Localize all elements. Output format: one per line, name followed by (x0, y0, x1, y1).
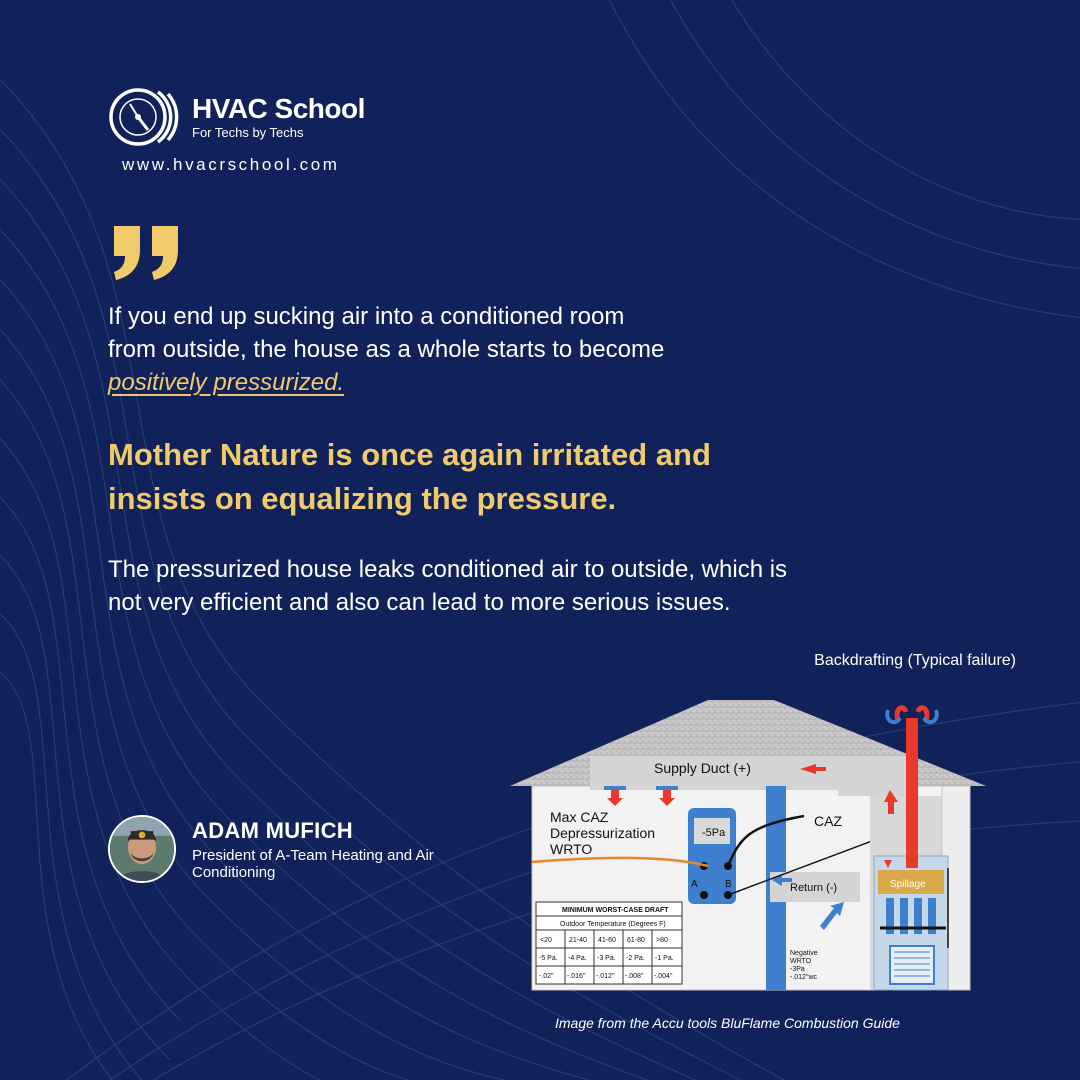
table-cell: -.012" (596, 973, 615, 980)
author-name: ADAM MUFICH (192, 818, 353, 843)
table-cell: -4 Pa. (568, 955, 587, 962)
quote-mark-icon (112, 224, 182, 280)
port-b-label: B (725, 879, 732, 890)
table-cell: -2 Pa. (626, 955, 645, 962)
brand-tagline: For Techs by Techs (192, 124, 304, 140)
table-cell: <20 (540, 937, 552, 944)
body-text: The pressurized house leaks conditioned air to outside, which is not very efficient and also can lead to more serious issues. (108, 556, 788, 616)
table-title: MINIMUM WORST-CASE DRAFT (562, 907, 669, 914)
quote-intro (108, 300, 668, 399)
table-cell: -.004" (654, 973, 673, 980)
max-caz-label: Max CAZ (550, 809, 609, 825)
brand-name: HVAC School (192, 92, 365, 124)
caz-label: CAZ (814, 813, 842, 829)
table-cell: -.008" (625, 973, 644, 980)
quote-intro-text: If you end up sucking air into a conditioned room from outside, the house as a whole starts to become (108, 303, 665, 363)
table-subtitle: Outdoor Temperature (Degrees F) (560, 921, 666, 928)
table-cell: 41-60 (598, 937, 616, 944)
negative-wrto-2: WRTO (790, 958, 812, 965)
table-cell: -.016" (567, 973, 586, 980)
negative-wrto-3: -3Pa (790, 966, 805, 973)
table-cell: 21-40 (569, 937, 587, 944)
table-cell: 61-80 (627, 937, 645, 944)
supply-duct-label: Supply Duct (+) (654, 760, 751, 776)
author-title: President of A-Team Heating and Air Conditioning (192, 847, 434, 881)
spillage-label: Spillage (890, 879, 926, 890)
diagram-caption: Image from the Accu tools BluFlame Combustion Guide (555, 1015, 900, 1031)
negative-wrto-1: Negative (790, 950, 818, 957)
depressurization-label: Depressurization (550, 825, 656, 841)
draft-table (536, 902, 682, 984)
return-label: Return (-) (790, 882, 838, 894)
wrto-label: WRTO (550, 841, 593, 857)
table-cell: -.02" (539, 973, 554, 980)
port-a-label: A (691, 879, 698, 890)
table-cell: -1 Pa. (655, 955, 674, 962)
backdrafting-diagram (508, 698, 990, 993)
diagram-title: Backdrafting (Typical failure) (814, 652, 1016, 669)
gauge-reading: -5Pa (702, 827, 726, 839)
gauge-logo-icon (108, 84, 184, 150)
table-cell: -5 Pa. (539, 955, 558, 962)
author-card (108, 815, 462, 883)
brand-logo[interactable] (108, 84, 365, 150)
highlight-link[interactable]: positively pressurized. (108, 369, 345, 396)
flue-pipe (906, 718, 918, 868)
table-cell: >80 (656, 937, 668, 944)
author-avatar (108, 815, 176, 883)
negative-wrto-4: -.012"wc (790, 974, 817, 981)
table-cell: -3 Pa. (597, 955, 616, 962)
headline: Mother Nature is once again irritated and insists on equalizing the pressure. (108, 437, 711, 516)
website-url[interactable]: www.hvacrschool.com (122, 155, 340, 174)
